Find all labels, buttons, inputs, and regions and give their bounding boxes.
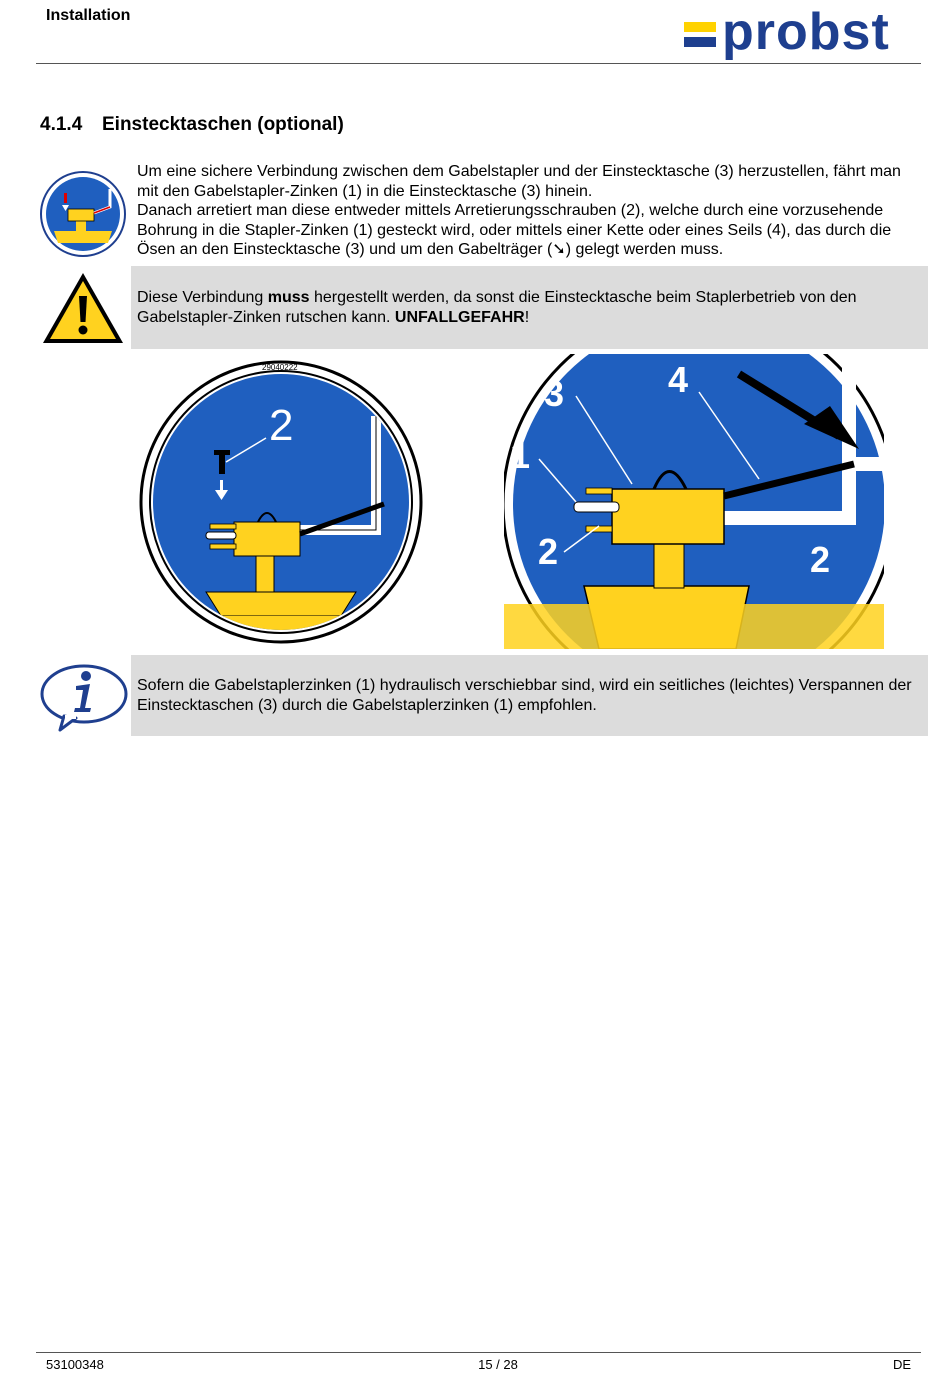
figure-right-label-2b: 2 [810,539,831,580]
logo-bar-blue [684,37,716,47]
figure-right-label-2a: 2 [538,531,559,572]
figure-right-label-3: 3 [544,373,565,414]
figure-left-code: 29040222 [262,363,298,372]
warning-text-must: muss [267,289,310,306]
warning-triangle-icon [40,270,126,346]
warning-text [137,288,922,327]
section-heading: Einstecktaschen (optional) [102,114,344,135]
footer-language: DE [893,1357,912,1372]
intro-text [137,162,922,260]
section-title [40,114,344,136]
warning-accident-label: UNFALLGEFAHR [394,308,525,326]
warning-text-part3: ! [524,308,530,326]
section-number: 4.1.4 [40,114,83,135]
footer-divider [36,1352,921,1353]
figure-locking-screw [136,354,426,649]
mandatory-instruction-icon [40,171,126,257]
info-text: Sofern die Gabelstaplerzinken (1) hydraulisch verschiebbar sind, wird ein seitliches (leichtes) Verspannen der Einstecktaschen (3) durch die Gabelstaplerzinken (1) empfohlen. [137,677,912,714]
footer-doc-number: 53100348 [46,1357,104,1372]
intro-paragraph-2: Danach arretiert man diese entweder mittels Arretierungsschrauben (2), welche durch eine vorzusehende Bohrung in die Stapler-Zinken (1) gesteckt wird, oder mittels einer Kette oder eines Seils (4), das durch die Ösen an den Einstecktasche (3) und um den Gabelträger (➘) gelegt werden muss. [137,202,892,259]
figure-left-label-2: 2 [269,401,294,450]
header-title: Installation [46,7,131,24]
logo-bar-yellow [684,22,716,32]
intro-paragraph-1: Um eine sichere Verbindung zwischen dem Gabelstapler und der Einstecktasche (3) herzustellen, fährt man mit den Gabelstapler-Zinken (1) in die Einstecktasche (3) hinein. [137,163,901,200]
warning-text-part1: Diese Verbindung [137,289,268,306]
header-divider [36,63,921,64]
probst-logo [684,3,914,61]
warning-text-part2: hergestellt werden, da sonst die Einstecktasche beim Staplerbetrieb von den Gabelstapler-Zinken rutschen kann. [137,289,857,326]
figure-right-label-4: 4 [668,359,689,400]
figure-right-label-1: 1 [510,435,531,476]
info-speech-bubble-icon [38,660,128,734]
footer-page-number: 15 / 28 [478,1357,518,1372]
logo-wordmark: probst [722,3,890,61]
figure-chain-attachment [504,354,884,649]
